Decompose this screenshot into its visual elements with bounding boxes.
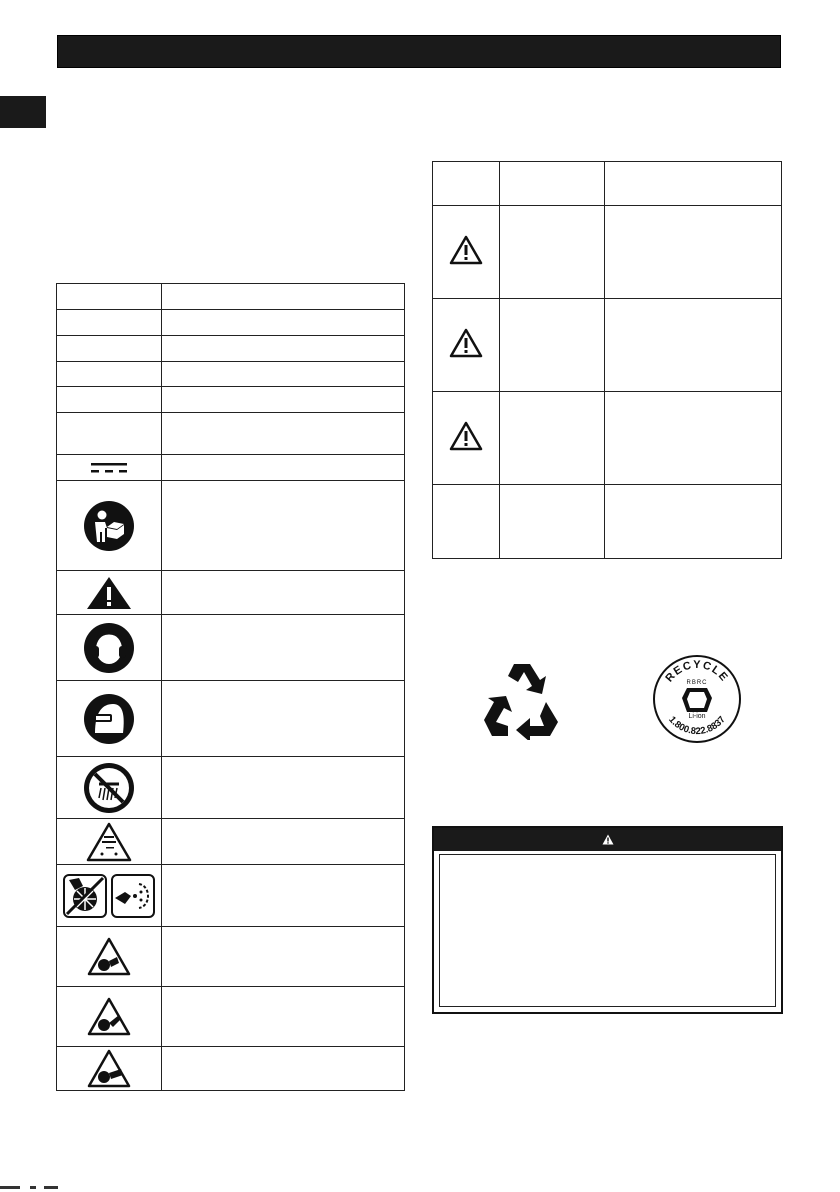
hearing-protection-icon [83, 622, 135, 674]
blade-hand-icon [87, 1049, 131, 1089]
table-row [433, 392, 782, 485]
table-row [57, 819, 405, 865]
rbrc-label: RBRC [686, 680, 708, 686]
no-rain-icon [83, 762, 135, 814]
table-row [433, 206, 782, 299]
table-row [57, 615, 405, 681]
table-row [57, 571, 405, 615]
rbrc-recycle-seal [652, 654, 742, 744]
page-footer-mark [0, 1184, 60, 1190]
thrown-objects-icon [111, 874, 155, 918]
table-row [57, 681, 405, 757]
warning-body [439, 854, 776, 1007]
rbrc-recycle-text: RECYCLE [663, 658, 731, 685]
warning-triangle-icon [602, 834, 614, 845]
header-bar [57, 35, 781, 68]
table-row [57, 927, 405, 987]
warning-header [434, 828, 781, 851]
table-row [57, 1047, 405, 1091]
signal-word-table [432, 161, 782, 559]
table-row [433, 299, 782, 392]
rotating-blade-hand-icon [63, 874, 107, 918]
warning-triangle-icon [449, 235, 483, 265]
table-row [57, 310, 405, 336]
table-row [57, 413, 405, 455]
table-row [57, 387, 405, 413]
distance-warning-icon [86, 822, 132, 862]
direct-current-icon [91, 461, 127, 475]
symbols-table [56, 283, 405, 1091]
warning-triangle-icon [449, 328, 483, 358]
table-row [57, 481, 405, 571]
safety-alert-icon [86, 576, 132, 610]
language-tab [0, 96, 46, 128]
table-row [57, 757, 405, 819]
rbrc-battery-type: Li-ion [688, 713, 706, 720]
recycle-icon [480, 660, 562, 740]
blade-foot-icon [87, 937, 131, 977]
warning-triangle-icon [449, 421, 483, 451]
table-row [57, 336, 405, 362]
warning-box [432, 826, 783, 1014]
table-row [57, 865, 405, 927]
table-row [57, 455, 405, 481]
table-row [433, 162, 782, 206]
table-row [57, 284, 405, 310]
blade-hand-icon [87, 997, 131, 1037]
rbrc-phone: 1.800.822.8837 [666, 714, 728, 738]
table-row [433, 485, 782, 559]
table-row [57, 362, 405, 387]
eye-protection-icon [83, 693, 135, 745]
read-manual-icon [83, 500, 135, 552]
table-row [57, 987, 405, 1047]
